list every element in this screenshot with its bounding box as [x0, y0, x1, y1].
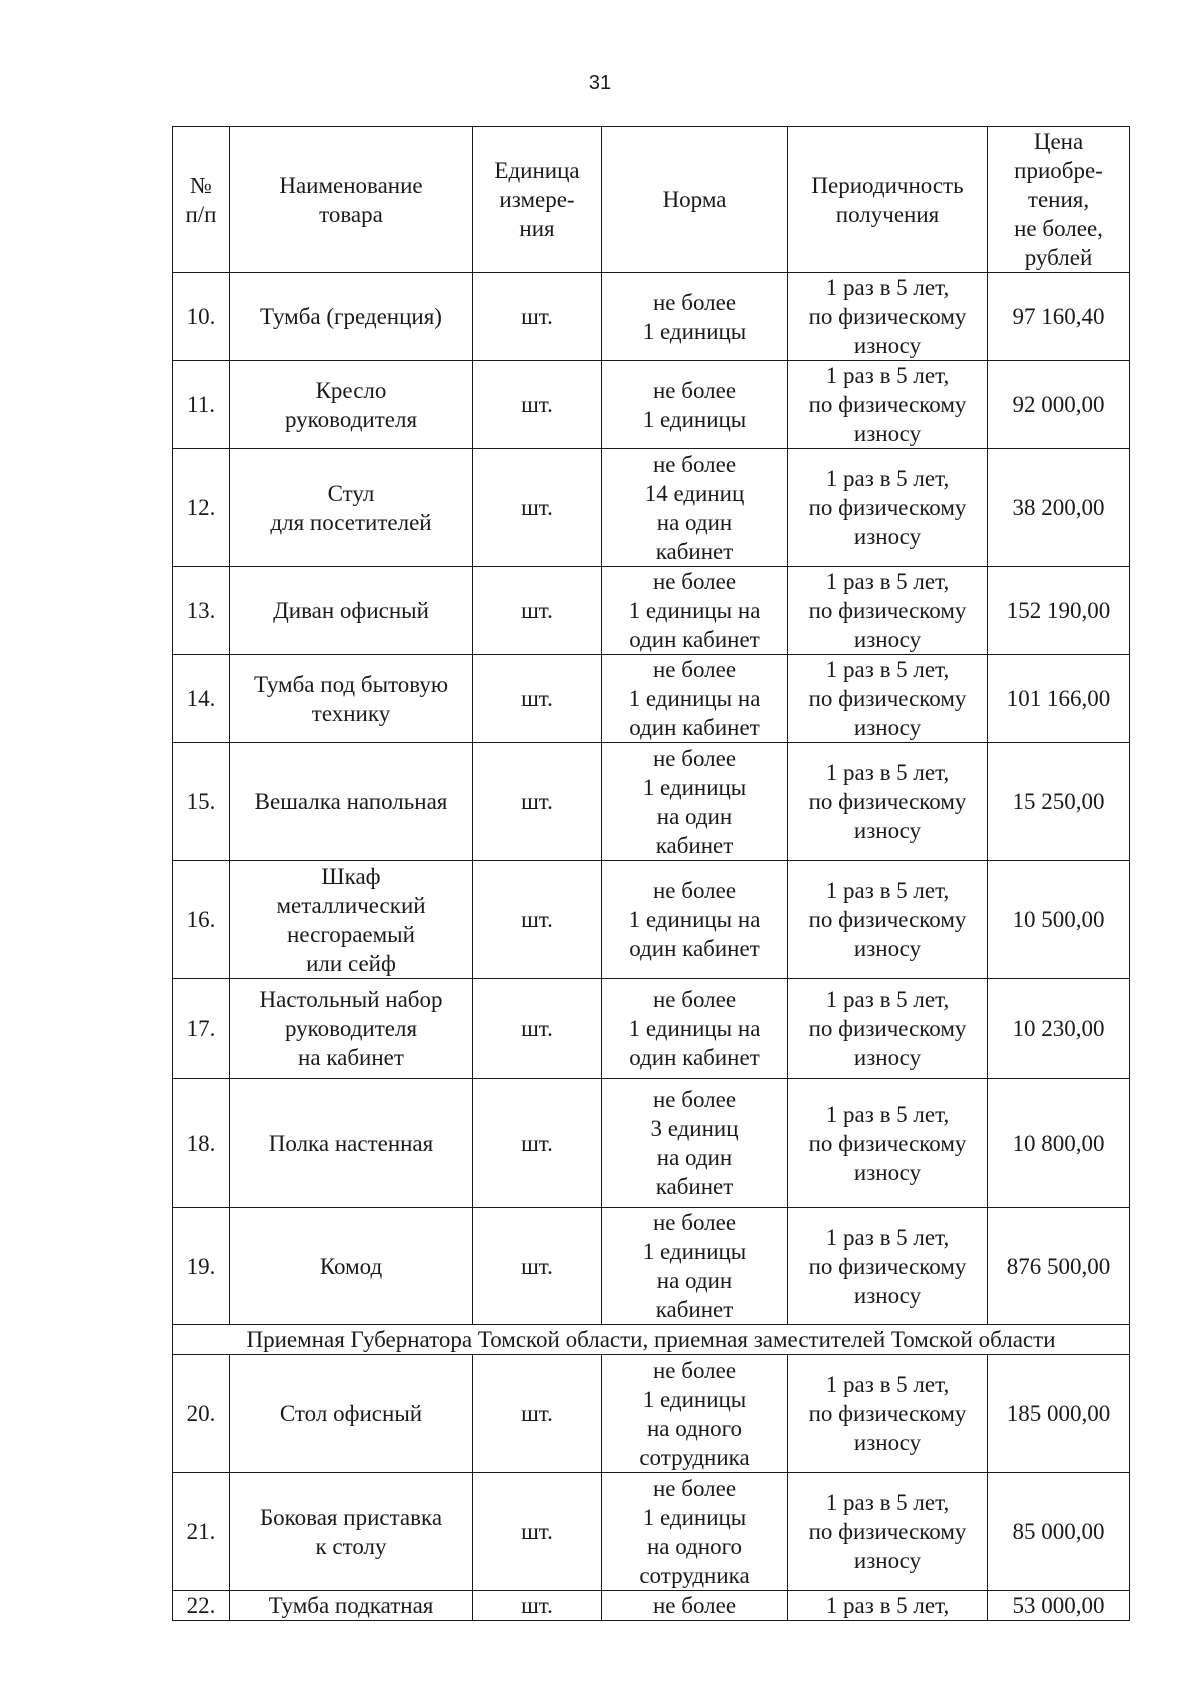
row-name: Тумба подкатная: [230, 1591, 473, 1621]
row-name: Комод: [230, 1208, 473, 1325]
row-period: 1 раз в 5 лет, по физическому износу: [788, 1473, 988, 1591]
page-number: 31: [588, 72, 612, 94]
row-number: 20.: [173, 1355, 230, 1473]
row-norm: не более 1 единицы на один кабинет: [602, 979, 788, 1079]
row-period: 1 раз в 5 лет, по физическому износу: [788, 861, 988, 979]
row-period: 1 раз в 5 лет, по физическому износу: [788, 449, 988, 567]
row-price: 10 500,00: [988, 861, 1130, 979]
row-name: Боковая приставка к столу: [230, 1473, 473, 1591]
row-price: 876 500,00: [988, 1208, 1130, 1325]
header-norm: Норма: [602, 127, 788, 273]
table-row: [173, 567, 1130, 655]
row-norm: не более 1 единицы на одного сотрудника: [602, 1473, 788, 1591]
row-unit: шт.: [473, 1208, 602, 1325]
row-norm: не более 1 единицы: [602, 361, 788, 449]
header-period: Периодичность получения: [788, 127, 988, 273]
row-name: Тумба под бытовую технику: [230, 655, 473, 743]
row-price: 97 160,40: [988, 273, 1130, 361]
row-name: Стул для посетителей: [230, 449, 473, 567]
row-unit: шт.: [473, 361, 602, 449]
row-price: 10 800,00: [988, 1079, 1130, 1208]
row-norm: не более 3 единиц на один кабинет: [602, 1079, 788, 1208]
row-unit: шт.: [473, 1473, 602, 1591]
row-number: 16.: [173, 861, 230, 979]
table-row: [173, 273, 1130, 361]
row-price: 38 200,00: [988, 449, 1130, 567]
table-row: [173, 655, 1130, 743]
row-unit: шт.: [473, 979, 602, 1079]
table-header-row: [173, 127, 1130, 273]
row-name: Кресло руководителя: [230, 361, 473, 449]
header-price: Цена приобре- тения, не более, рублей: [988, 127, 1130, 273]
row-number: 14.: [173, 655, 230, 743]
row-norm: не более 1 единицы: [602, 273, 788, 361]
furniture-norms-table: [172, 126, 1130, 1621]
table-row: [173, 1473, 1130, 1591]
row-number: 13.: [173, 567, 230, 655]
row-name: Полка настенная: [230, 1079, 473, 1208]
row-price: 85 000,00: [988, 1473, 1130, 1591]
row-unit: шт.: [473, 567, 602, 655]
row-name: Диван офисный: [230, 567, 473, 655]
table-row: [173, 743, 1130, 861]
row-unit: шт.: [473, 1355, 602, 1473]
header-number: № п/п: [173, 127, 230, 273]
row-number: 12.: [173, 449, 230, 567]
table-row: [173, 1079, 1130, 1208]
table-row: [173, 1355, 1130, 1473]
row-unit: шт.: [473, 1591, 602, 1621]
row-price: 101 166,00: [988, 655, 1130, 743]
row-unit: шт.: [473, 861, 602, 979]
table-row: [173, 361, 1130, 449]
row-period: 1 раз в 5 лет, по физическому износу: [788, 743, 988, 861]
row-name: Шкаф металлический несгораемый или сейф: [230, 861, 473, 979]
row-period: 1 раз в 5 лет,: [788, 1591, 988, 1621]
row-price: 92 000,00: [988, 361, 1130, 449]
row-number: 22.: [173, 1591, 230, 1621]
row-period: 1 раз в 5 лет, по физическому износу: [788, 1355, 988, 1473]
row-name: Вешалка напольная: [230, 743, 473, 861]
row-unit: шт.: [473, 273, 602, 361]
row-price: 15 250,00: [988, 743, 1130, 861]
row-price: 10 230,00: [988, 979, 1130, 1079]
row-period: 1 раз в 5 лет, по физическому износу: [788, 1208, 988, 1325]
row-price: 185 000,00: [988, 1355, 1130, 1473]
row-period: 1 раз в 5 лет, по физическому износу: [788, 361, 988, 449]
row-name: Тумба (греденция): [230, 273, 473, 361]
row-number: 10.: [173, 273, 230, 361]
header-name: Наименование товара: [230, 127, 473, 273]
row-norm: не более 1 единицы на один кабинет: [602, 567, 788, 655]
row-period: 1 раз в 5 лет, по физическому износу: [788, 979, 988, 1079]
row-norm: не более: [602, 1591, 788, 1621]
row-number: 17.: [173, 979, 230, 1079]
table-row: [173, 1591, 1130, 1621]
row-unit: шт.: [473, 449, 602, 567]
row-number: 11.: [173, 361, 230, 449]
row-unit: шт.: [473, 743, 602, 861]
section-header-row: [173, 1325, 1130, 1355]
table-row: [173, 449, 1130, 567]
table-row: [173, 979, 1130, 1079]
row-period: 1 раз в 5 лет, по физическому износу: [788, 1079, 988, 1208]
table-row: [173, 1208, 1130, 1325]
row-norm: не более 1 единицы на один кабинет: [602, 1208, 788, 1325]
row-unit: шт.: [473, 655, 602, 743]
section-title: Приемная Губернатора Томской области, приемная заместителей Томской области: [173, 1325, 1130, 1355]
row-norm: не более 1 единицы на одного сотрудника: [602, 1355, 788, 1473]
table-row: [173, 861, 1130, 979]
row-number: 18.: [173, 1079, 230, 1208]
row-number: 21.: [173, 1473, 230, 1591]
row-period: 1 раз в 5 лет, по физическому износу: [788, 655, 988, 743]
row-norm: не более 1 единицы на один кабинет: [602, 743, 788, 861]
row-norm: не более 14 единиц на один кабинет: [602, 449, 788, 567]
row-norm: не более 1 единицы на один кабинет: [602, 655, 788, 743]
header-unit: Единица измере- ния: [473, 127, 602, 273]
row-number: 19.: [173, 1208, 230, 1325]
row-name: Настольный набор руководителя на кабинет: [230, 979, 473, 1079]
row-price: 152 190,00: [988, 567, 1130, 655]
row-number: 15.: [173, 743, 230, 861]
row-norm: не более 1 единицы на один кабинет: [602, 861, 788, 979]
row-unit: шт.: [473, 1079, 602, 1208]
row-price: 53 000,00: [988, 1591, 1130, 1621]
row-name: Стол офисный: [230, 1355, 473, 1473]
row-period: 1 раз в 5 лет, по физическому износу: [788, 567, 988, 655]
row-period: 1 раз в 5 лет, по физическому износу: [788, 273, 988, 361]
